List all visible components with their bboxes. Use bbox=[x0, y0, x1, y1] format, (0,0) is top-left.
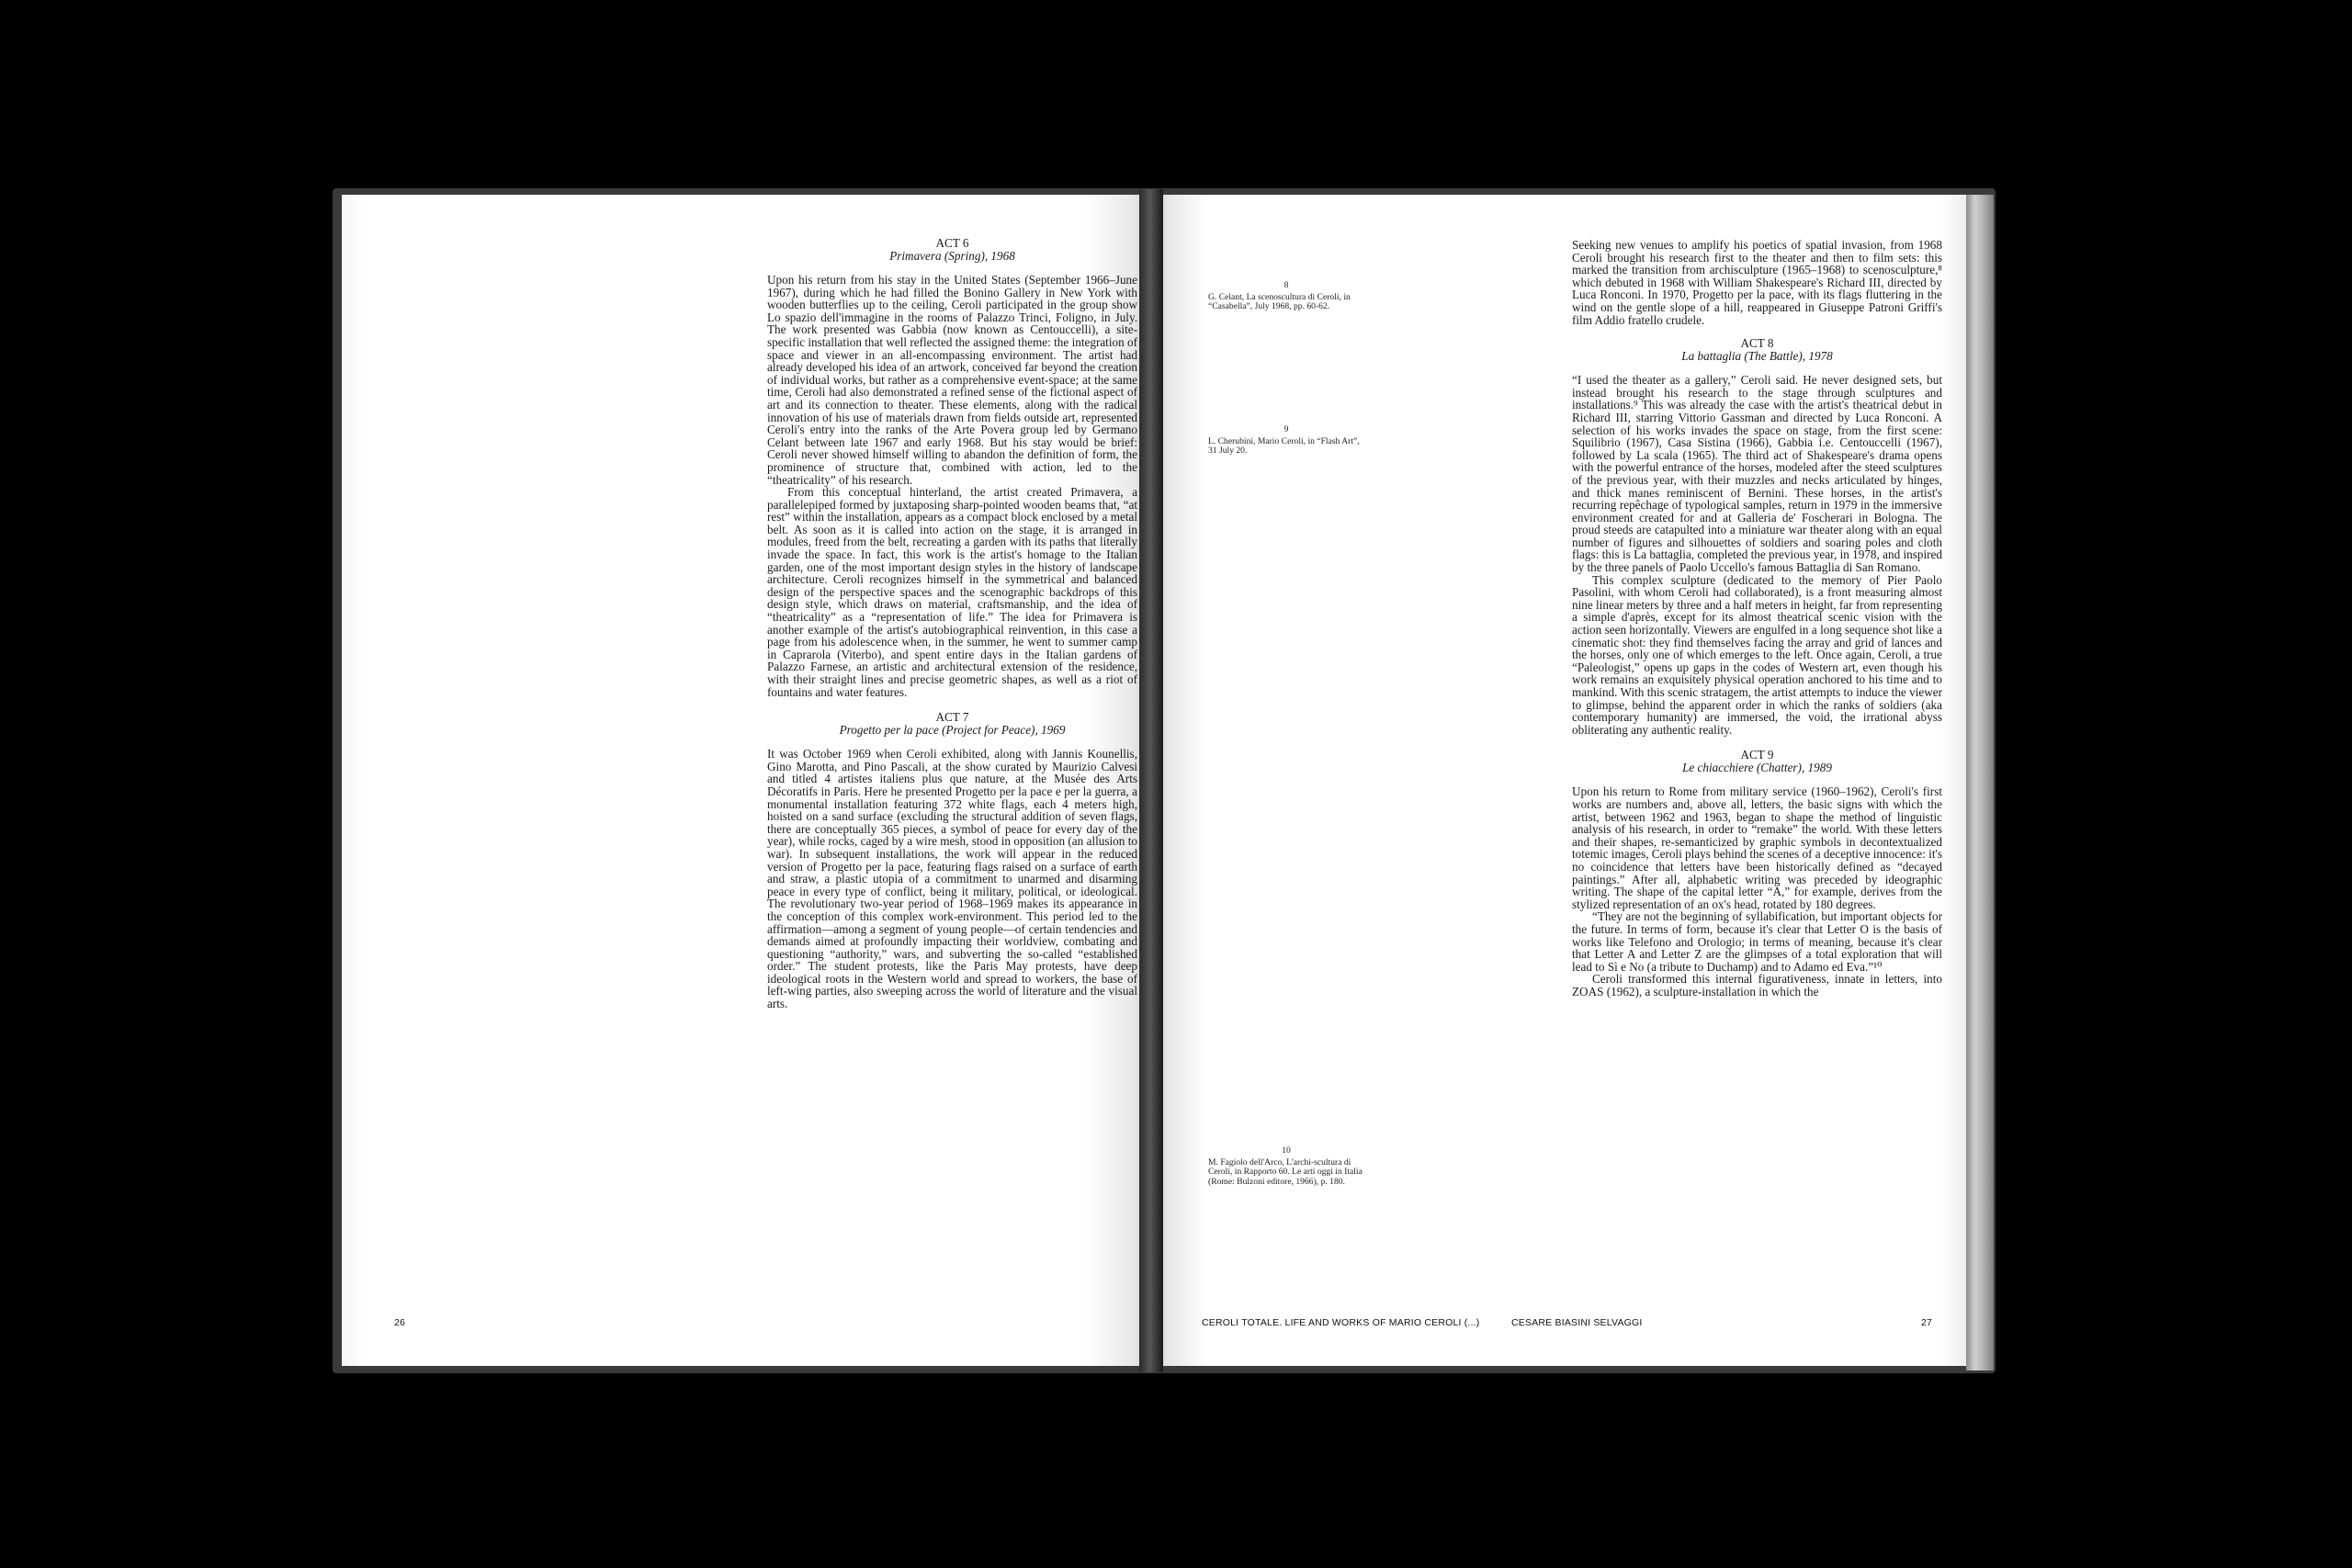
footnote-8-text: G. Celant, La scenoscultura di Ceroli, in “Casabella”, July 1968, pp. 60-62. bbox=[1208, 291, 1351, 311]
left-text-column bbox=[767, 237, 1137, 1010]
book-page-edges bbox=[1966, 195, 1994, 1371]
act8-number: ACT 8 bbox=[1740, 336, 1774, 351]
act7-title: Progetto per la pace (Project for Peace), 1969 bbox=[839, 723, 1066, 738]
act9-paragraph-3: Ceroli transformed this internal figurativeness, innate in letters, into ZOAS (1962), a sculpture-installation in which the bbox=[1572, 972, 1942, 998]
act6-number: ACT 6 bbox=[935, 236, 969, 250]
footnote-8 bbox=[1208, 281, 1364, 312]
page-number-right: 27 bbox=[1921, 1317, 1933, 1328]
footnote-10 bbox=[1208, 1146, 1364, 1187]
page-number-left: 26 bbox=[394, 1317, 406, 1328]
left-page bbox=[342, 195, 1150, 1366]
act7-heading bbox=[767, 711, 1137, 737]
right-text-column bbox=[1572, 239, 1942, 998]
act7-paragraph-1: It was October 1969 when Ceroli exhibited, along with Jannis Kounellis, Gino Marotta, and Pino Pascali, at the show curated by Maurizio Calvesi and titled 4 artistes italiens plus que nature, at the Musée des Arts Décoratifs in Paris. Here he presented Progetto per la pace e per la guerra, a monumental installation featuring 372 white flags, each 4 meters high, hoisted on a sand surface (excluding the structural addition of seven flags, there are conceptually 365 pieces, a symbol of peace for every day of the year), while rocks, caged by a wire mesh, stood in opposition (an allusion to war). In subsequent installations, the work will appear in the reduced version of Progetto per la pace, featuring flags raised on a surface of earth and straw, a plastic utopia of a commitment to unarmed and disarming peace in every type of conflict, being it military, political, or ideological. The revolutionary two-year period of 1968–1969 makes its appearance in the conception of this complex work-environment. This period led to the affirmation—among a segment of young people—of certain tendencies and demands aimed at profoundly impacting their worldview, combating and questioning “authority,” wars, and subverting the so-called “established order.” The student protests, like the Paris May protests, have deep ideological roots in the Western world and spread to workers, the base of left-wing parties, also sweeping across the world of literature and the visual arts. bbox=[767, 747, 1137, 1011]
footnote-10-number: 10 bbox=[1282, 1145, 1291, 1156]
right-page bbox=[1150, 195, 1966, 1366]
act8-paragraph-2: This complex sculpture (dedicated to the memory of Pier Paolo Pasolini, with whom Ceroli had collaborated), is a front measuring almost nine linear meters by three and a half meters in height, far from representing a simple d'après, except for its almost theatrical scenic vision with the action seen horizontally. Viewers are engulfed in a long sequence shot like a cinematic shot: they find themselves facing the array and grid of lances and the horses, only one of which emerges to the left. Once again, Ceroli, a true “Paleologist,” opens up gaps in the codes of Western art, even though his work remains an exquisitely physical operation anchored to his time and to mankind. With this scenic stratagem, the artist attempts to induce the viewer to glimpse, behind the apparent order in which the ranks of soldiers (aka contemporary humanity) are immersed, the void, the irrational abyss obliterating any authentic reality. bbox=[1572, 572, 1942, 737]
act8-title: La battaglia (The Battle), 1978 bbox=[1681, 349, 1833, 364]
act9-title: Le chiacchiere (Chatter), 1989 bbox=[1682, 761, 1832, 775]
act6-paragraph-2: From this conceptual hinterland, the artist created Primavera, a parallelepiped formed by juxtaposing sharp-pointed wooden beams that, “at rest” within the installation, appears as a compact block enclosed by a metal belt. As soon as it is called into action on the stage, it is arranged in modules, freed from the belt, recreating a garden with its paths that literally invade the space. In fact, this work is the artist's homage to the Italian garden, one of the most important design styles in the history of landscape architecture. Ceroli recognizes himself in the symmetrical and balanced design of the perspective spaces and the scenographic backdrops of this design style, which draws on material, craftsmanship, and the idea of “theatricality” as a “representation of life.” The idea for Primavera is another example of the artist's autobiographical reinvention, in this case a page from his adolescence when, in the summer, he went to summer camp in Caprarola (Viterbo), and spent entire days in the Italian gardens of Palazzo Farnese, an artistic and architectural extension of the residence, with their straight lines and precise geometric shapes, as well as a riot of fountains and water features. bbox=[767, 485, 1137, 699]
footnote-9 bbox=[1208, 425, 1364, 457]
book-gutter bbox=[1139, 189, 1163, 1372]
act8-paragraph-1: “I used the theater as a gallery,” Ceroli said. He never designed sets, but instead brought his research to the stage through sculptures and installations.⁹ This was already the case with the artist's theatrical debut in Richard III, starring Vittorio Gassman and directed by Luca Ronconi. A selection of his works invades the space on stage, from the first scene: Squilibrio (1967), Casa Sistina (1966), Gabbia i.e. Centouccelli (1967), followed by La scala (1965). The third act of Shakespeare's drama opens with the powerful entrance of the horses, modeled after the steed sculptures of the previous year, with their muzzles and necks articulated by hinges, and thick manes reminiscent of Bernini. These horses, in the artist's recurring repêchage of typological samples, return in 1979 in the immersive environment created for and at Galleria de' Foscherari in Bologna. The proud steeds are catapulted into a miniature war theater along with an equal number of figures and silhouettes of soldiers and soaring poles and cloth flags: this is La battaglia, completed the previous year, in 1978, and inspired by the three panels of Paolo Uccello's famous Battaglia di San Romano. bbox=[1572, 373, 1942, 575]
running-author: CESARE BIASINI SELVAGGI bbox=[1511, 1317, 1643, 1328]
footnote-10-text: M. Fagiolo dell'Arco, L'archi-scultura di Ceroli, in Rapporto 60. Le arti oggi in Italia (Rome: Bulzoni editore, 1966), p. 180. bbox=[1208, 1156, 1363, 1187]
act9-heading bbox=[1572, 749, 1942, 774]
act9-paragraph-1: Upon his return to Rome from military service (1960–1962), Ceroli's first works are numbers and, above all, letters, the basic signs with which the artist, between 1962 and 1963, began to shape the method of linguistic analysis of his research, in order to “remake” the world. With these letters and their shapes, re-semanticized by graphic symbols in decontextualized totemic images, Ceroli plays behind the scenes of a deceptive innocence: it's no coincidence that letters have been historically defined as “decayed paintings.” After all, alphabetic writing was preceded by ideographic writing. The shape of the capital letter “A,” for example, derives from the stylized representation of an ox's head, rotated by 180 degrees. bbox=[1572, 784, 1942, 911]
footnote-9-number: 9 bbox=[1283, 424, 1289, 434]
act8-heading bbox=[1572, 337, 1942, 363]
act6-paragraph-1: Upon his return from his stay in the United States (September 1966–June 1967), during which he had filled the Bonino Gallery in New York with wooden butterflies up to the ceiling, Ceroli participated in the group show Lo spazio dell'immagine in the rooms of Palazzo Trinci, Foligno, in July. The work presented was Gabbia (now known as Centouccelli), a site-specific installation that well reflected the assigned theme: the integration of space and viewer in an all-encompassing environment. The artist had already developed his idea of an artwork, conceived far beyond the creation of individual works, but rather as a comprehensive event-space; at the same time, Ceroli had also demonstrated a refined sense of the fictional aspect of art and its connection to theater. These elements, along with the radical innovation of his use of materials drawn from fields outside art, represented Ceroli's entry into the ranks of the Arte Povera group led by Germano Celant between late 1967 and early 1968. But his stay would be brief: Ceroli never showed himself willing to abandon the definition of form, the prominence of structure that, combined with action, led to the “theatricality” of his research. bbox=[767, 273, 1137, 487]
act6-title: Primavera (Spring), 1968 bbox=[889, 249, 1015, 263]
act7-number: ACT 7 bbox=[935, 710, 969, 725]
footnote-8-number: 8 bbox=[1283, 280, 1289, 290]
running-title: CEROLI TOTALE. LIFE AND WORKS OF MARIO CEROLI (...) bbox=[1202, 1317, 1480, 1328]
footnote-9-text: L. Cherubini, Mario Ceroli, in “Flash Art”, 31 July 20. bbox=[1208, 435, 1360, 456]
act9-paragraph-2: “They are not the beginning of syllabification, but important objects for the future. In terms of form, because it's clear that Letter O is the basis of works like Telefono and Orologio; in terms of meaning, because it's clear that Letter A and Letter Z are the glimpses of a total exploration that will lead to Sì e No (a tribute to Duchamp) and to Adamo ed Eva.”¹⁰ bbox=[1572, 909, 1942, 974]
intro-paragraph: Seeking new venues to amplify his poetics of spatial invasion, from 1968 Ceroli brought his research first to the theater and then to film sets: this marked the transition from archisculpture (1965–1968) to scenosculpture,⁸ which debuted in 1968 with William Shakespeare's Richard III, directed by Luca Ronconi. In 1970, Progetto per la pace, with its flags fluttering in the wind on the gentle slope of a hill, reappeared in Giuseppe Patroni Griffi's film Addio fratello crudele. bbox=[1572, 238, 1942, 327]
act9-number: ACT 9 bbox=[1740, 748, 1774, 762]
act6-heading bbox=[767, 237, 1137, 263]
